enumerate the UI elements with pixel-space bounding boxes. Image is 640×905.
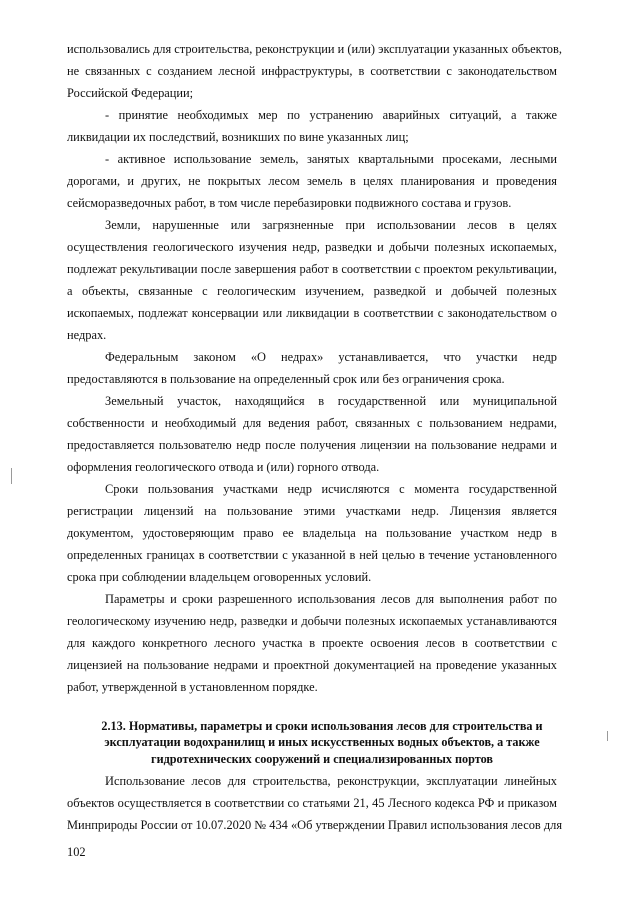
- paragraph: [67, 38, 562, 104]
- paragraph: [67, 390, 557, 478]
- page-number: 102: [67, 845, 86, 859]
- text-line: - активное использование земель, занятых квартальными просеками, лесными: [105, 152, 557, 166]
- text-line: геологическому изучению недр, разведки и добычи полезных ископаемых устанавливаются: [67, 614, 557, 629]
- paragraph: [67, 588, 557, 698]
- text-line: срока при соблюдении владельцем оговоренных условий.: [67, 570, 372, 585]
- text-line: Земли, нарушенные или загрязненные при использовании лесов в целях: [105, 218, 557, 232]
- text-line: предоставляются в пользование на определенный срок или без ограничения срока.: [67, 372, 505, 387]
- scan-margin-mark: [11, 468, 12, 484]
- paragraph: [67, 104, 557, 148]
- section-heading: [68, 718, 576, 767]
- text-line: Земельный участок, находящийся в государственной или муниципальной: [105, 394, 557, 408]
- text-line: для каждого конкретного лесного участка в проекте освоения лесов в соответствии с: [67, 636, 557, 651]
- paragraph: [67, 478, 557, 588]
- text-line: а объекты, связанные с геологическим изучением, разведкой и добычей полезных: [67, 284, 557, 299]
- text-line: работ, утвержденной в установленном порядке.: [67, 680, 318, 695]
- paragraph: [67, 214, 557, 347]
- text-line: сейсморазведочных работ, в том числе перебазировки подвижного состава и грузов.: [67, 196, 512, 211]
- text-line: лицензией на пользование недрами и проектной документацией на проведение указанных: [67, 658, 557, 673]
- text-line: подлежат рекультивации после завершения работ в соответствии с проектом рекультивации,: [67, 262, 557, 277]
- text-line: Использование лесов для строительства, реконструкции, эксплуатации линейных: [105, 774, 557, 788]
- text-line: осуществления геологического изучения недр, разведки и добычи полезных ископаемых,: [67, 240, 557, 255]
- text-line: Минприроды России от 10.07.2020 № 434 «Об утверждении Правил использования лесов для: [67, 818, 563, 833]
- heading-line: гидротехнических сооружений и специализированных портов: [151, 751, 493, 766]
- text-line: объектов осуществляется в соответствии со статьями 21, 45 Лесного кодекса РФ и приказом: [67, 796, 557, 811]
- heading-line: эксплуатации водохранилищ и иных искусственных водных объектов, а также: [104, 735, 540, 750]
- text-line: определенных границах в соответствии с указанной в ней целью в течение установленного: [67, 548, 557, 563]
- paragraph: [67, 148, 557, 214]
- text-line: оформления геологического отвода и (или) горного отвода.: [67, 460, 380, 475]
- paragraph: [67, 770, 563, 836]
- text-line: предоставляется пользователю недр после получения лицензии на пользование недрами и: [67, 438, 557, 453]
- scan-margin-mark: [607, 731, 608, 741]
- text-line: ликвидации их последствий, возникших по вине указанных лиц;: [67, 130, 409, 145]
- text-line: ископаемых, подлежат консервации или ликвидации в соответствии с законодательством о: [67, 306, 557, 321]
- text-line: регистрации лицензий на пользование этими участками недр. Лицензия является: [67, 504, 557, 519]
- text-line: использовались для строительства, реконструкции и (или) эксплуатации указанных объектов,: [67, 42, 562, 56]
- text-line: дорогами, и других, не покрытых лесом земель в целях планирования и проведения: [67, 174, 557, 189]
- text-line: документом, удостоверяющим право ее владельца на пользование участком недр в: [67, 526, 557, 541]
- text-line: не связанных с созданием лесной инфраструктуры, в соответствии с законодательством: [67, 64, 557, 79]
- text-line: Параметры и сроки разрешенного использования лесов для выполнения работ по: [105, 592, 557, 606]
- text-line: собственности и необходимый для ведения работ, связанных с пользованием недрами,: [67, 416, 557, 431]
- text-line: Сроки пользования участками недр исчисляются с момента государственной: [105, 482, 557, 496]
- text-line: Российской Федерации;: [67, 86, 194, 101]
- heading-line: 2.13. Нормативы, параметры и сроки использования лесов для строительства и: [101, 719, 543, 733]
- text-line: недрах.: [67, 328, 107, 343]
- paragraph: [67, 346, 557, 390]
- text-line: - принятие необходимых мер по устранению аварийных ситуаций, а также: [105, 108, 557, 122]
- text-line: Федеральным законом «О недрах» устанавливается, что участки недр: [105, 350, 557, 364]
